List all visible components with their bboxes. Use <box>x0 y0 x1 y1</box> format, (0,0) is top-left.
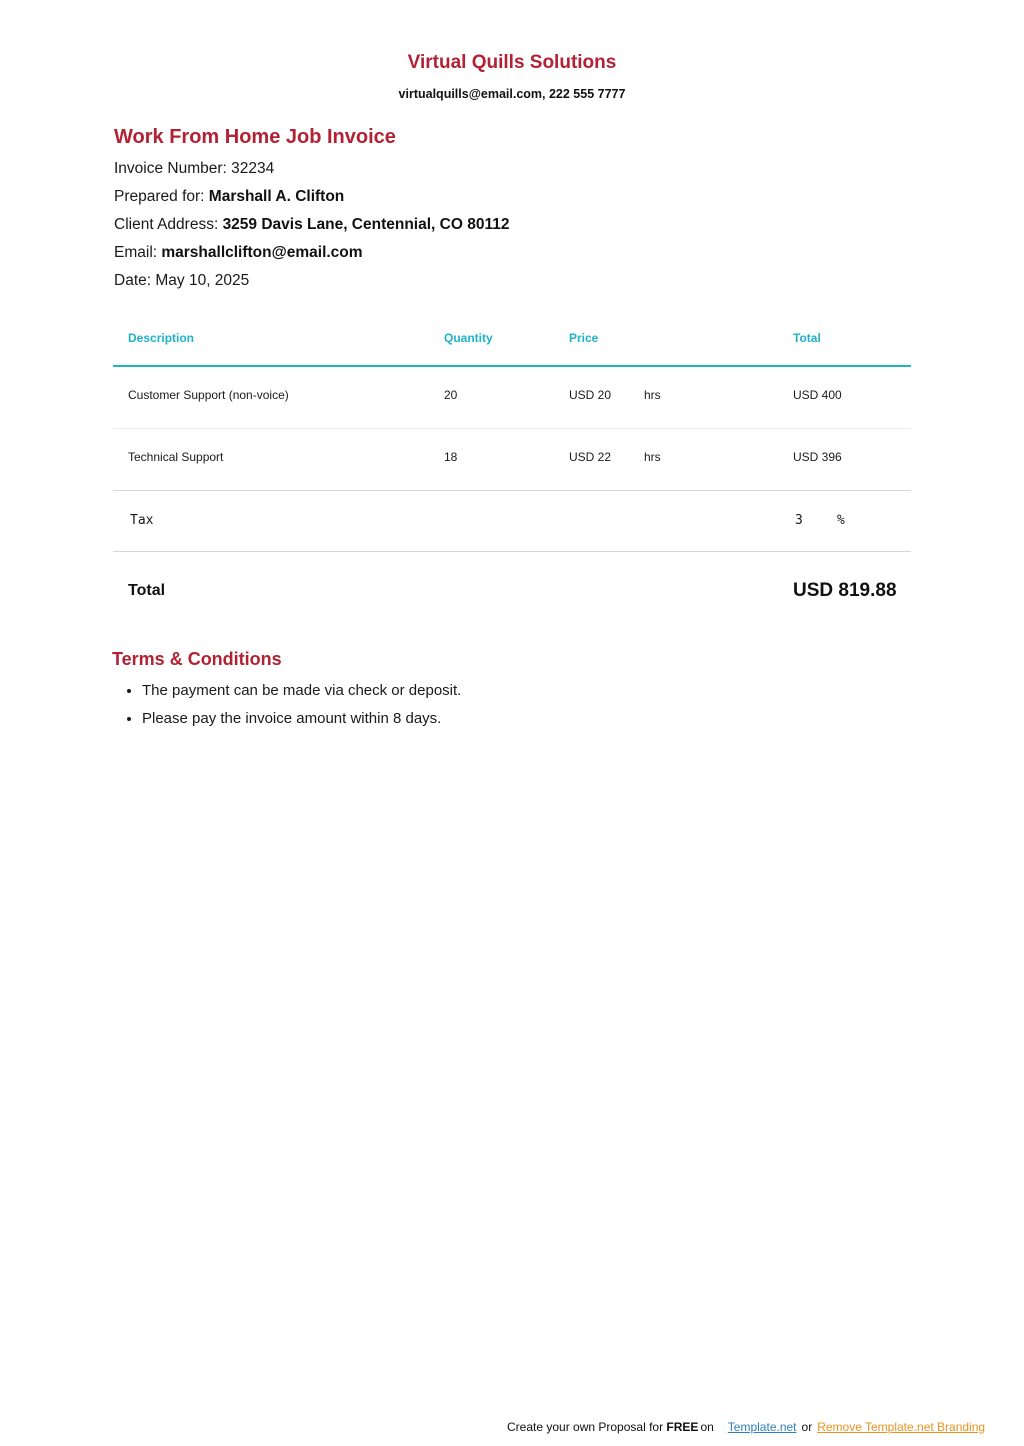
prepared-for-value: Marshall A. Clifton <box>208 188 345 205</box>
template-net-link[interactable]: Template.net <box>727 1420 797 1434</box>
client-address-value: 3259 Davis Lane, Centennial, CO 80112 <box>222 216 510 233</box>
header-quantity: Quantity <box>444 331 493 345</box>
tax-value: 3 <box>795 513 803 528</box>
client-email <box>114 244 363 262</box>
client-email-label: Email: <box>114 244 162 261</box>
row-quantity: 18 <box>444 450 458 464</box>
footer-branding <box>507 1420 985 1434</box>
client-email-value: marshallclifton@email.com <box>161 244 363 261</box>
invoice-date <box>114 272 249 290</box>
footer-free: FREE <box>666 1420 699 1434</box>
list-item: • The payment can be made via check or deposit. <box>142 680 461 708</box>
remove-branding-link[interactable]: Remove Template.net Branding <box>817 1420 986 1434</box>
row-unit: hrs <box>644 388 661 402</box>
company-contact: virtualquills@email.com, 222 555 7777 <box>398 87 626 101</box>
header-description: Description <box>128 331 195 345</box>
table-row <box>113 367 911 429</box>
table-row <box>113 429 911 491</box>
total-row <box>113 552 911 632</box>
total-value: USD 819.88 <box>793 580 897 601</box>
invoice-number-label: Invoice Number: <box>114 160 232 177</box>
company-name: Virtual Quills Solutions <box>407 52 617 73</box>
terms-title: Terms & Conditions <box>112 649 282 669</box>
row-unit: hrs <box>644 450 661 464</box>
tax-unit: % <box>837 513 845 528</box>
header-total: Total <box>793 331 821 345</box>
footer-or: or <box>801 1420 813 1434</box>
row-total: USD 396 <box>793 450 842 464</box>
row-price: USD 20 <box>569 388 612 402</box>
row-description: Customer Support (non-voice) <box>128 388 289 402</box>
invoice-title: Work From Home Job Invoice <box>114 126 396 148</box>
client-address <box>114 216 509 234</box>
terms-list <box>112 680 461 736</box>
prepared-for-label: Prepared for: <box>114 188 209 205</box>
table-header <box>113 308 911 367</box>
row-quantity: 20 <box>444 388 458 402</box>
row-price: USD 22 <box>569 450 612 464</box>
invoice-table <box>113 308 911 632</box>
invoice-number <box>114 160 274 178</box>
client-address-label: Client Address: <box>114 216 223 233</box>
total-label: Total <box>128 582 166 599</box>
list-item: • Please pay the invoice amount within 8 days. <box>142 708 461 736</box>
footer-on: on <box>700 1420 714 1434</box>
prepared-for <box>114 188 344 206</box>
row-description: Technical Support <box>128 450 224 464</box>
footer-prefix: Create your own Proposal for <box>507 1420 667 1434</box>
row-total: USD 400 <box>793 388 842 402</box>
tax-row <box>113 491 911 552</box>
tax-label: Tax <box>130 513 154 528</box>
header-price: Price <box>569 331 599 345</box>
invoice-date-label: Date: <box>114 272 156 289</box>
invoice-date-value: May 10, 2025 <box>155 272 250 289</box>
invoice-number-value: 32234 <box>231 160 275 177</box>
